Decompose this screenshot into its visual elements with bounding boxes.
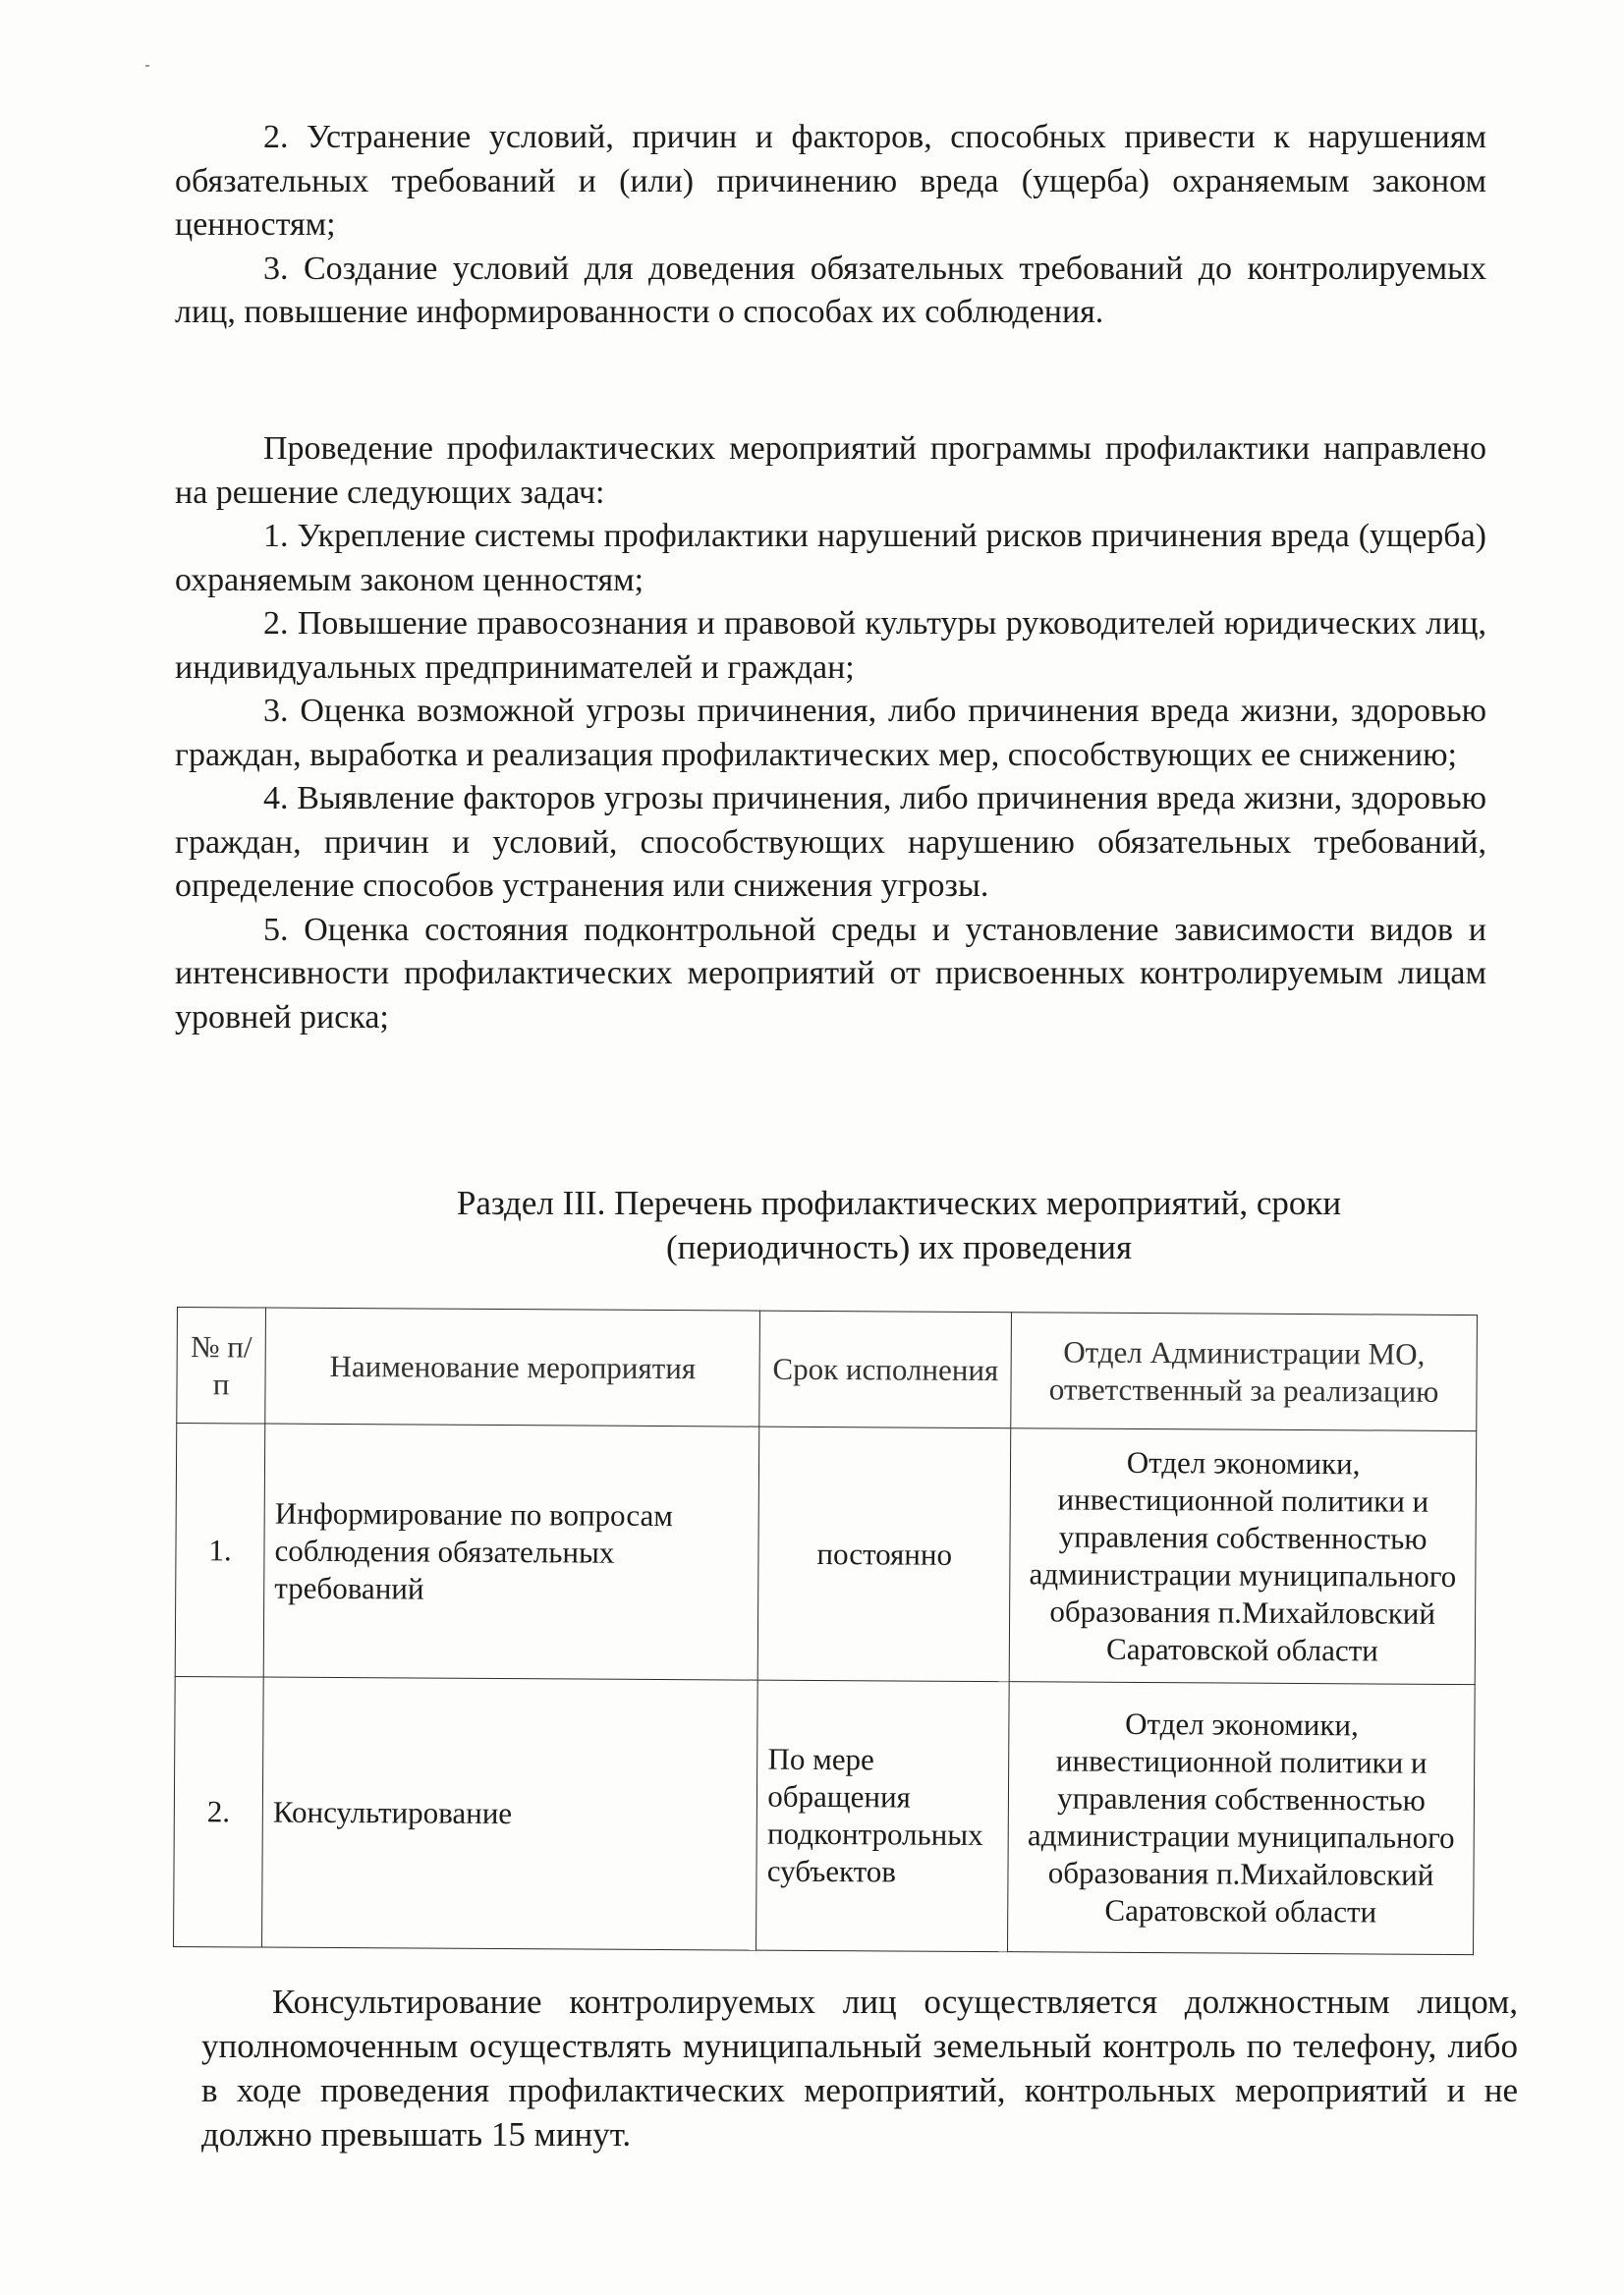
table-row — [174, 1676, 1476, 1954]
header-dept: Отдел Администрации МО, ответственный за реализацию — [1011, 1313, 1478, 1431]
scan-mark — [145, 65, 149, 67]
task-item: 3. Оценка возможной угрозы причинения, либо причинения вреда жизни, здоровью граждан, выработка и реализация профилактических мер, способствующих ее снижению; — [175, 693, 1486, 773]
table-row — [175, 1424, 1477, 1685]
cell-dept: Отдел экономики, инвестиционной политики и управления собственностью администрации муниципального образования п.Михайловский Саратовской области — [1009, 1428, 1476, 1685]
cell-name: Информирование по вопросам соблюдения обязательных требований — [263, 1424, 759, 1680]
task-item: 4. Выявление факторов угрозы причинения, либо причинения вреда жизни, здоровью граждан, причин и условий, способствующих нарушению обязательных требований, определение способов устранения или снижения угрозы. — [175, 780, 1486, 904]
task-item: 1. Укрепление системы профилактики нарушений рисков причинения вреда (ущерба) охраняемым законом ценностям; — [175, 518, 1486, 598]
cell-dept: Отдел экономики, инвестиционной политики и управления собственностью администрации муниципального образования п.Михайловский Саратовской области — [1008, 1682, 1475, 1955]
task-item: 2. Повышение правосознания и правовой культуры руководителей юридических лиц, индивидуальных предпринимателей и граждан; — [175, 605, 1486, 686]
consultation-paragraph — [201, 1980, 1518, 2156]
section-heading-line: (периодичность) их проведения — [665, 1228, 1133, 1266]
cell-term: По мере обращения подконтрольных субъектов — [756, 1680, 1010, 1952]
header-num: № п/п — [177, 1308, 266, 1425]
table-header-row — [177, 1308, 1478, 1431]
goal-item: 3. Создание условий для доведения обязательных требований до контролируемых лиц, повышение информированности о способах их соблюдения. — [175, 250, 1486, 330]
section-heading — [295, 1181, 1503, 1269]
tasks-section — [175, 427, 1486, 1039]
cell-num: 1. — [175, 1424, 265, 1678]
measures-table — [173, 1307, 1478, 1955]
header-term: Срок исполнения — [759, 1311, 1012, 1428]
goals-list — [175, 116, 1486, 335]
tasks-intro: Проведение профилактических мероприятий программы профилактики направлено на решение следующих задач: — [175, 430, 1486, 511]
header-name: Наименование мероприятия — [265, 1308, 760, 1427]
cell-name: Консультирование — [262, 1677, 758, 1950]
cell-term: постоянно — [758, 1427, 1011, 1682]
consultation-text: Консультирование контролируемых лиц осуществляется должностным лицом, уполномоченным осуществлять муниципальный земельный контроль по телефону, либо в ходе проведения профилактических мероприятий, контрольных мероприятий и не должно превышать 15 минут. — [201, 1983, 1518, 2154]
task-item: 5. Оценка состояния подконтрольной среды и установление зависимости видов и интенсивности профилактических мероприятий от присвоенных контролируемым лицам уровней риска; — [175, 911, 1486, 1036]
section-heading-line: Раздел III. Перечень профилактических мероприятий, сроки — [456, 1184, 1342, 1222]
cell-num: 2. — [174, 1676, 264, 1947]
goal-item: 2. Устранение условий, причин и факторов, способных привести к нарушениям обязательных требований и (или) причинению вреда (ущерба) охраняемым законом ценностям; — [175, 119, 1486, 243]
